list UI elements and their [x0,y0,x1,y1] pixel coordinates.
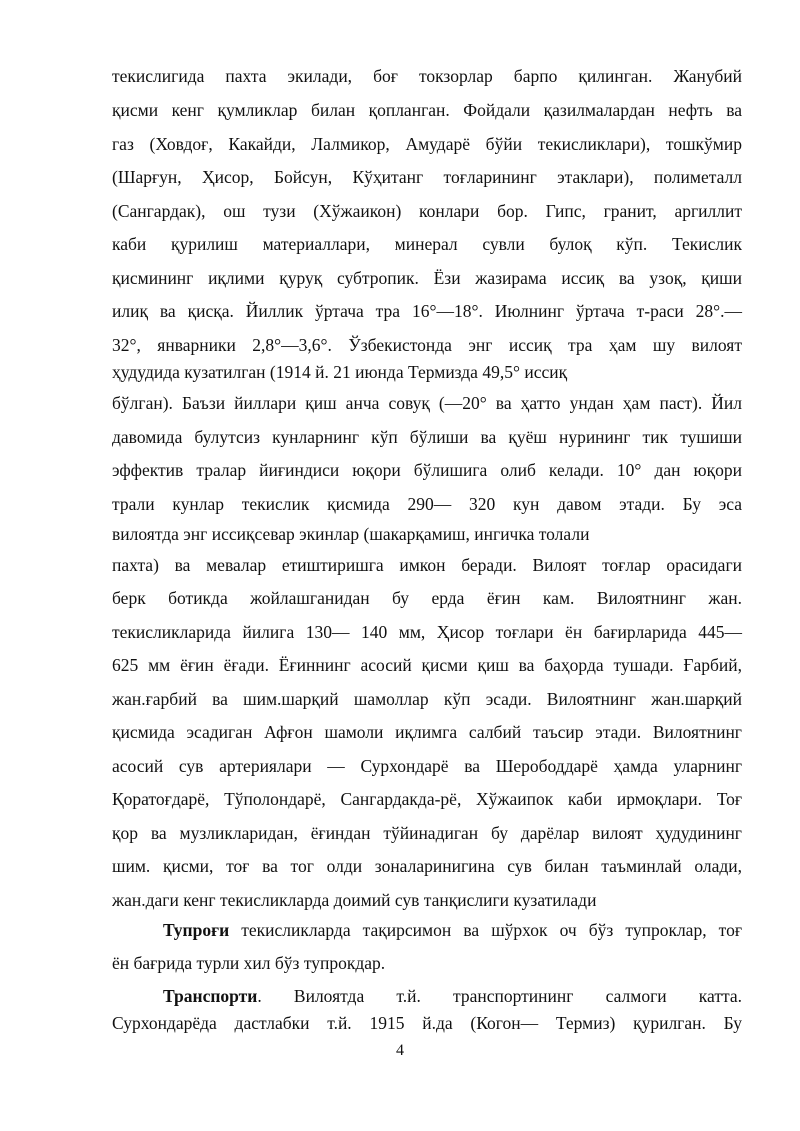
body-line: эффектив тралар йиғиндиси юқори бўлишига олиб келади. 10° дан юқори [112,460,742,480]
body-line: вилоятда энг иссиқсевар экинлар (шакарқамиш, ингичка толали [112,524,590,544]
body-line: 625 мм ёғин ёғади. Ёғиннинг асосий қисми қиш ва баҳорда тушади. Ғарбий, [112,655,742,675]
transport-paragraph-line: Сурхондарёда дастлабки т.й. 1915 й.да (Когон— Термиз) қурилган. Бу [112,1013,742,1033]
body-line: қор ва музликларидан, ёғиндан тўйинадиган бу дарёлар вилоят ҳудудининг [112,823,742,843]
body-line: Қоратоғдарё, Тўполондарё, Сангардакда-рё, Хўжаипок каби ирмоқлари. Тоғ [112,789,742,809]
body-line: шим. қисми, тоғ ва тог олди зоналаринигина сув билан таъминлай олади, [112,856,742,876]
transport-text: . Вилоятда т.й. транспортининг салмоги катта. [257,986,742,1006]
soil-paragraph-line: ён бағрида турли хил бўз тупрокдар. [112,953,386,973]
body-line: давомида булутсиз кунларнинг кўп бўлиши ва қуёш нурининг тик тушиши [112,427,742,447]
body-line: каби қурилиш материаллари, минерал сувли булоқ кўп. Текислик [112,234,742,254]
transport-paragraph-line [163,986,742,1006]
soil-paragraph-line [163,920,742,940]
body-line: текисликларида йилига 130— 140 мм, Ҳисор тоғлари ён бағирларида 445— [112,622,742,642]
body-line: жан.даги кенг текисликларда доимий сув танқислиги кузатилади [112,890,597,910]
body-line: қисми кенг қумликлар билан қопланган. Фойдали қазилмалардан нефть ва [112,100,742,120]
body-line: берк ботикда жойлашганидан бу ерда ёғин кам. Вилоятнинг жан. [112,588,742,608]
body-line: текислигида пахта экилади, боғ токзорлар барпо қилинган. Жанубий [112,66,742,86]
body-line: илиқ ва қисқа. Йиллик ўртача тра 16°—18°. Июлнинг ўртача т-раси 28°.— [112,301,742,321]
body-line: жан.ғарбий ва шим.шарқий шамоллар кўп эсади. Вилоятнинг жан.шарқий [112,689,742,709]
body-line: пахта) ва мевалар етиштиришга имкон беради. Вилоят тоғлар орасидаги [112,555,742,575]
soil-heading: Тупроғи [163,920,230,940]
transport-heading: Транспорти [163,986,258,1006]
page-number: 4 [396,1042,404,1059]
body-line: қисмида эсадиган Афғон шамоли иқлимга салбий таъсир этади. Вилоятнинг [112,722,742,742]
body-line: (Сангардак), ош тузи (Хўжаикон) конлари бор. Гипс, гранит, аргиллит [112,201,742,221]
body-line: трали кунлар текислик қисмида 290— 320 кун давом этади. Бу эса [112,494,742,514]
body-line: асосий сув артериялари — Сурхондарё ва Шерободдарё ҳамда уларнинг [112,756,742,776]
body-line: бўлган). Баъзи йиллари қиш анча совуқ (—20° ва ҳатто ундан ҳам паст). Йил [112,393,742,413]
body-line: газ (Ховдоғ, Какайди, Лалмикор, Амударё бўйи текисликлари), тошкўмир [112,134,742,154]
body-line: (Шарғун, Ҳисор, Бойсун, Кўҳитанг тоғларининг этаклари), полиметалл [112,167,742,187]
body-line: қисмининг иқлими қуруқ субтропик. Ёзи жазирама иссиқ ва узоқ, қиши [112,268,742,288]
body-line: ҳудудида кузатилган (1914 й. 21 июнда Термизда 49,5° иссиқ [112,362,568,382]
body-line: 32°, январники 2,8°—3,6°. Ўзбекистонда энг иссиқ тра ҳам шу вилоят [112,335,742,355]
soil-text: текисликларда тақирсимон ва шўрхок оч бўз тупроклар, тоғ [241,920,742,940]
